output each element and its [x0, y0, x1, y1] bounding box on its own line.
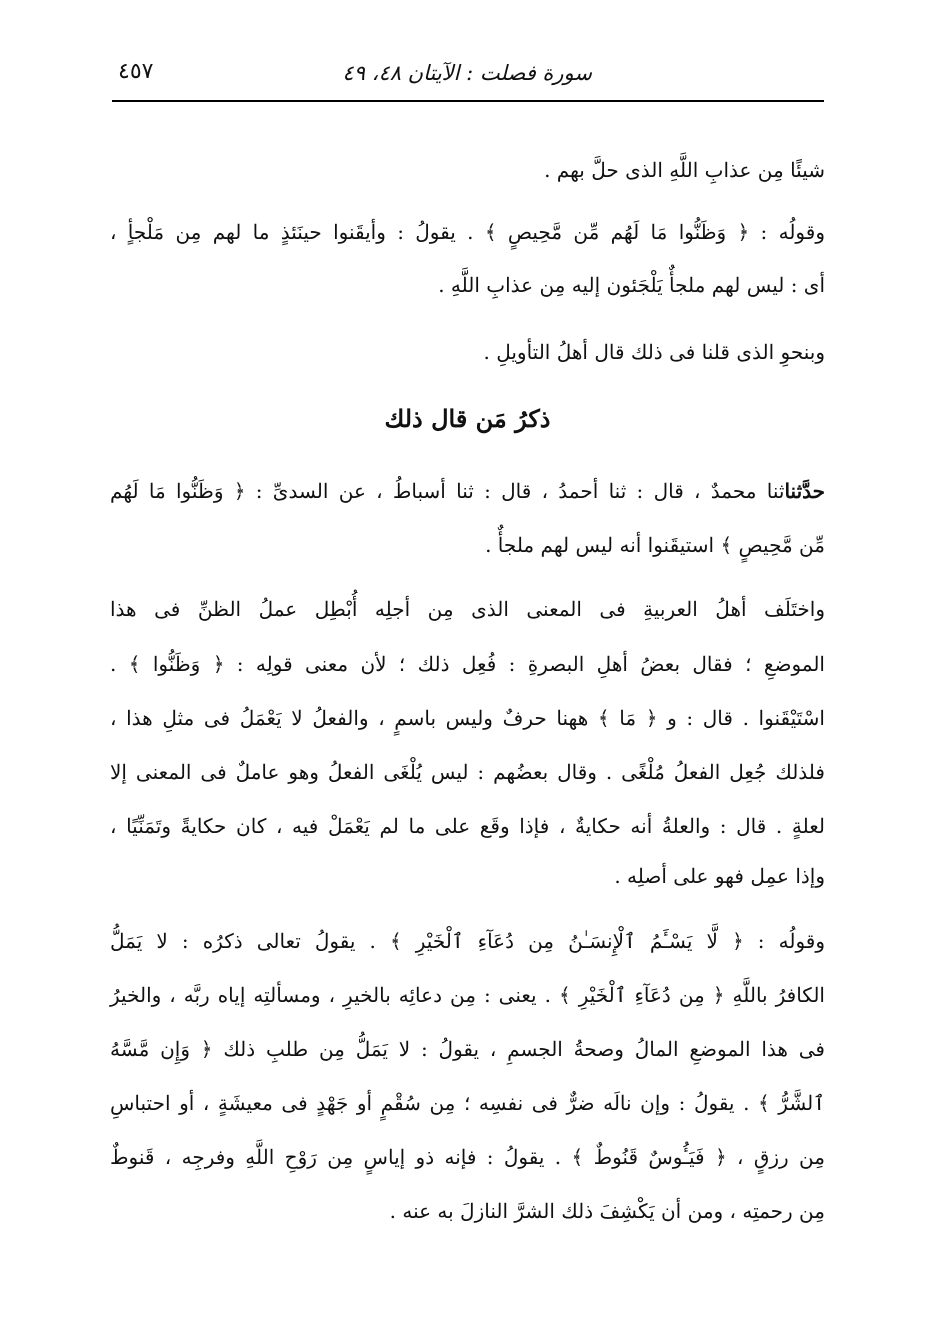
hadith-lead: حدَّثنا [784, 479, 825, 503]
page-header [112, 55, 824, 97]
text-line: لعلةٍ . قال : والعلةُ أنه حكايةٌ ، فإذا وقَع على ما لم يَعْمَلْ فيه ، كان حكايةً وتَمَنِّيًا ، [110, 814, 825, 838]
text-line: ٱلشَّرُّ ﴾ . يقولُ : وإن نالَه ضرٌّ فى نفسِه ؛ مِن سُقْمٍ أو جَهْدٍ فى معيشَةٍ ، أو احتباسِ [110, 1091, 825, 1115]
section-heading: ذكرُ مَن قال ذلك [384, 404, 551, 433]
running-title: سورة فصلت : الآيتان ٤٨، ٤٩ [342, 61, 592, 85]
page-number: ٤٥٧ [118, 59, 154, 84]
header-rule [112, 100, 824, 102]
text-line: الموضعِ ؛ فقال بعضُ أهلِ البصرةِ : فُعِل ذلك ؛ لأن معنى قولِه : ﴿ وَظَنُّوا ﴾ . [110, 652, 825, 676]
text-line: فى هذا الموضعِ المالُ وصحةُ الجسمِ ، يقولُ : لا يَمَلُّ مِن طلبِ ذلك ﴿ وَإِن مَّسَّهُ [110, 1037, 825, 1061]
text-line [110, 474, 825, 508]
text-line: اسْتَيْقَنوا . قال : و ﴿ مَا ﴾ ههنا حرفٌ وليس باسمٍ ، والفعلُ لا يَعْمَلُ فى مثلِ هذا ، [110, 706, 825, 730]
text-line: وبنحوِ الذى قلنا فى ذلك قال أهلُ التأويلِ . [483, 340, 825, 364]
text-line: مِن رزقٍ ، ﴿ فَيَـُٔوسٌ قَنُوطٌ ﴾ . يقولُ : فإنه ذو إياسٍ مِن رَوْحِ اللَّهِ وفرجِه ، قَنوطٌ [110, 1145, 825, 1169]
text-line: فلذلك جُعِل الفعلُ مُلْغًى . وقال بعضُهم : ليس يُلْغَى الفعلُ وهو عاملٌ فى المعنى إلا [110, 760, 825, 784]
text-line: مِن رحمتِه ، ومن أن يَكْشِفَ ذلك الشرَّ النازلَ به عنه . [389, 1199, 825, 1223]
text-line: شيئًا مِن عذابِ اللَّهِ الذى حلَّ بهم . [544, 158, 825, 182]
text-line-body: ثنا محمدٌ ، قال : ثنا أحمدُ ، قال : ثنا أسباطُ ، عن السدىِّ : ﴿ وَظَنُّوا مَا لَهُم [110, 479, 785, 503]
text-line: وقولُه : ﴿ وَظَنُّوا مَا لَهُم مِّن مَّحِيصٍ ﴾ . يقولُ : وأيقَنوا حينَئذٍ ما لهم مِن مَلْجأٍ ، [110, 220, 825, 244]
text-line: وإذا عمِل فهو على أصلِه . [614, 864, 825, 888]
text-line: مِّن مَّحِيصٍ ﴾ استيقَنوا أنه ليس لهم ملجأٌ . [485, 533, 825, 557]
text-line: واختَلَف أهلُ العربيةِ فى المعنى الذى مِن أجلِه أُبْطِل عملُ الظنِّ فى هذا [110, 597, 825, 621]
text-line: أى : ليس لهم ملجأٌ يَلْجَئون إليه مِن عذابِ اللَّهِ . [438, 273, 825, 297]
text-line: الكافرُ باللَّهِ ﴿ مِن دُعَآءِ ٱلْخَيْرِ ﴾ . يعنى : مِن دعائِه بالخيرِ ، ومسألتِه إياه ربَّه ، والخيرُ [110, 983, 825, 1007]
text-line: وقولُه : ﴿ لَّا يَسْـَٔمُ ٱلْإِنسَـٰنُ مِن دُعَآءِ ٱلْخَيْرِ ﴾ . يقولُ تعالى ذكرُه : لا يَمَلُّ [110, 929, 825, 953]
